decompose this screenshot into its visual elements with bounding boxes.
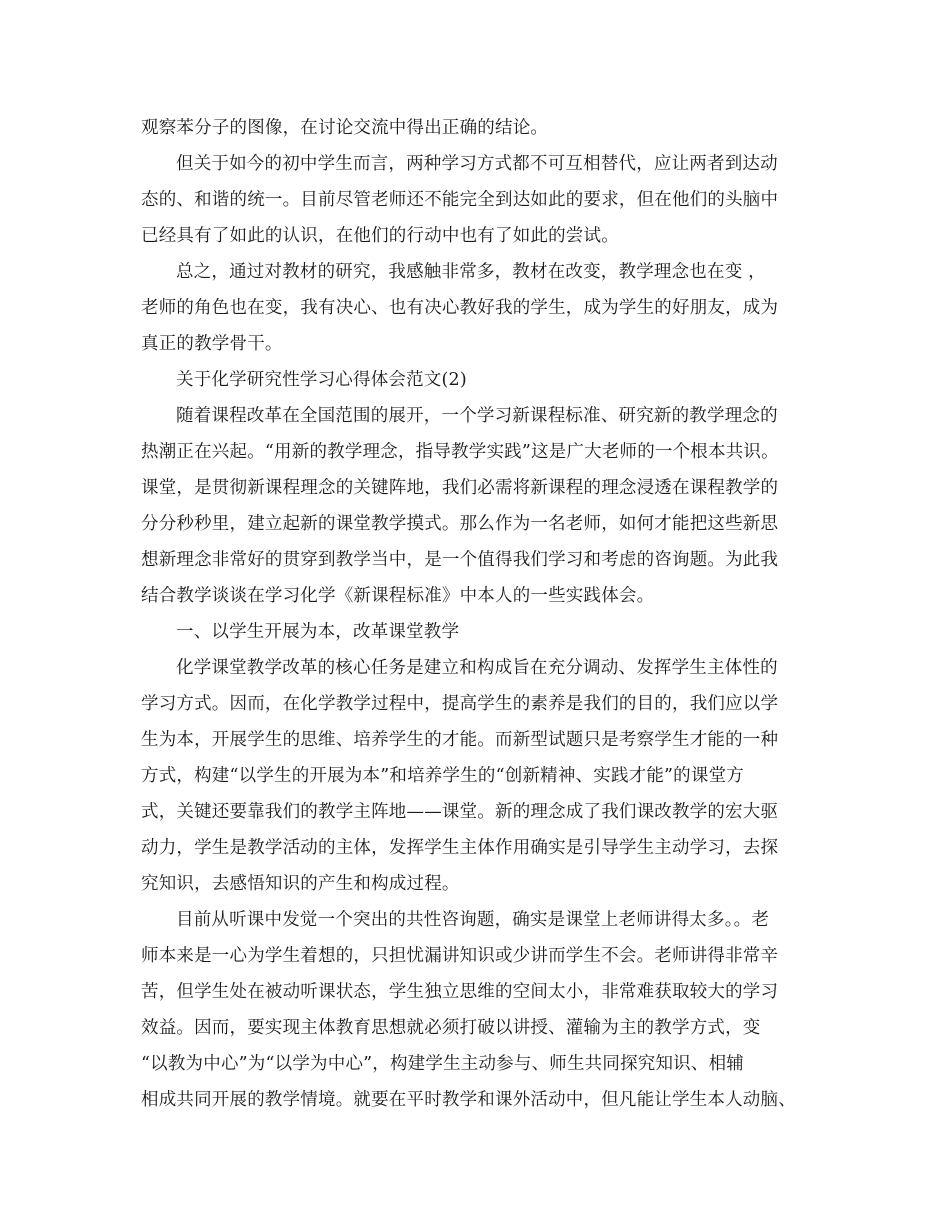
text-line: 已经具有了如此的认识，在他们的行动中也有了如此的尝试。 [141, 226, 619, 246]
text-line: 想新理念非常好的贯穿到教学当中，是一个值得我们学习和考虑的咨询题。为此我 [141, 550, 779, 570]
text-line: “以教为中心”为“以学为中心”，构建学生主动参与、师生共同探究知识、相辅 [141, 1054, 744, 1074]
text-line: 化学课堂教学改革的核心任务是建立和构成旨在充分调动、发挥学生主体性的 [176, 658, 778, 678]
text-line: 结合教学谈谈在学习化学《新课程标准》中本人的一些实践体会。 [141, 586, 655, 606]
text-line: 目前从听课中发觉一个突出的共性咨询题，确实是课堂上老师讲得太多。。老 [176, 910, 770, 930]
text-line: 真正的教学骨干。 [141, 334, 283, 354]
text-line: 生为本，开展学生的思维、培养学生的才能。而新型试题只是考察学生才能的一种 [141, 730, 779, 750]
text-line: 热潮正在兴起。“用新的教学理念，指导教学实践”这是广大老师的一个根本共识。 [141, 442, 779, 462]
text-line: 相成共同开展的教学情境。就要在平时教学和课外活动中，但凡能让学生本人动脑、 [141, 1090, 796, 1110]
text-line: 但关于如今的初中学生而言，两种学习方式都不可互相替代，应让两者到达动 [176, 154, 778, 174]
text-line: 效益。因而，要实现主体教育思想就必须打破以讲授、灌输为主的教学方式，变 [141, 1018, 761, 1038]
text-line: 课堂，是贯彻新课程理念的关键阵地，我们必需将新课程的理念浸透在课程教学的 [141, 478, 779, 498]
text-line: 师本来是一心为学生着想的，只担忧漏讲知识或少讲而学生不会。老师讲得非常辛 [141, 946, 779, 966]
text-line: 究知识，去感悟知识的产生和构成过程。 [141, 874, 460, 894]
text-line: 学习方式。因而，在化学教学过程中，提高学生的素养是我们的目的，我们应以学 [141, 694, 779, 714]
text-line: 式，关键还要靠我们的教学主阵地——课堂。新的理念成了我们课改教学的宏大驱 [141, 802, 779, 822]
text-line: 观察苯分子的图像，在讨论交流中得出正确的结论。 [141, 118, 549, 138]
text-line: 总之，通过对教材的研究，我感触非常多，教材在改变，教学理念也在变 ， [176, 262, 766, 282]
text-line: 方式，构建“以学生的开展为本”和培养学生的“创新精神、实践才能”的课堂方 [141, 766, 744, 786]
text-line: 老师的角色也在变，我有决心、也有决心教好我的学生，成为学生的好朋友，成为 [141, 298, 779, 318]
text-line: 随着课程改革在全国范围的展开，一个学习新课程标准、研究新的教学理念的 [176, 406, 778, 426]
section-heading: 关于化学研究性学习心得体会范文(2) [176, 370, 467, 390]
text-line: 分分秒秒里，建立起新的课堂教学摸式。那么作为一名老师，如何才能把这些新思 [141, 514, 779, 534]
section-heading: 一、以学生开展为本，改革课堂教学 [176, 622, 460, 642]
text-line: 态的、和谐的统一。目前尽管老师还不能完全到达如此的要求，但在他们的头脑中 [141, 190, 779, 210]
text-line: 苦，但学生处在被动听课状态，学生独立思维的空间太小，非常难获取较大的学习 [141, 982, 779, 1002]
text-line: 动力，学生是教学活动的主体，发挥学生主体作用确实是引导学生主动学习，去探 [141, 838, 779, 858]
